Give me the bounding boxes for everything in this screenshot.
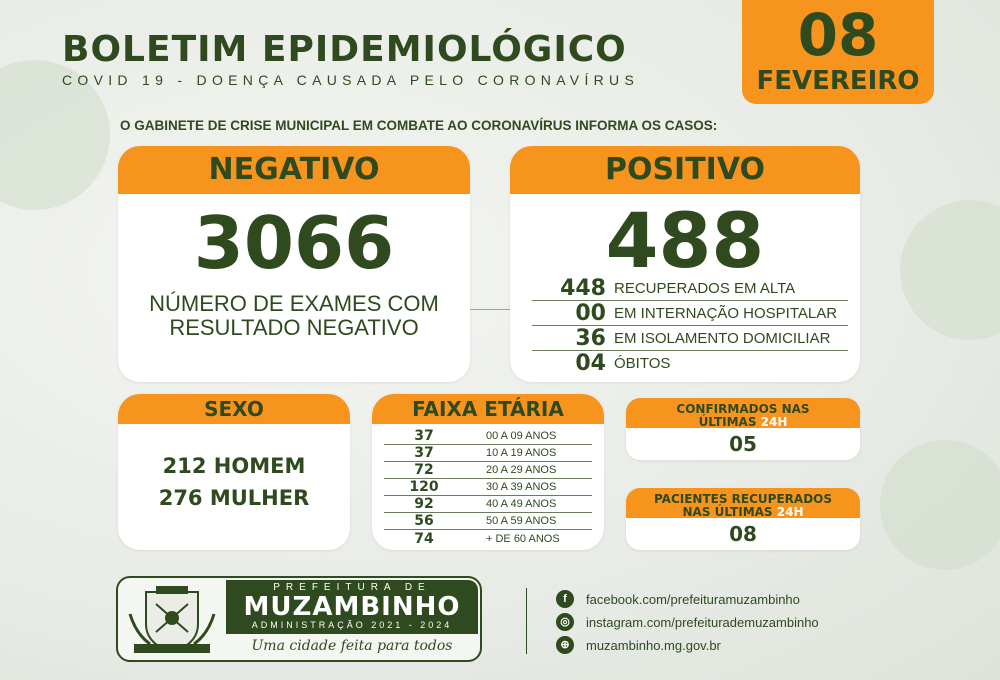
page-title: BOLETIM EPIDEMIOLÓGICO <box>62 29 627 70</box>
intro-text: O GABINETE DE CRISE MUNICIPAL EM COMBATE AO CORONAVÍRUS INFORMA OS CASOS: <box>120 118 718 133</box>
social-website[interactable] <box>556 634 819 656</box>
breakdown-label: EM INTERNAÇÃO HOSPITALAR <box>614 304 838 322</box>
age-label: 10 A 19 ANOS <box>486 447 557 459</box>
list-item <box>532 276 848 301</box>
breakdown-value: 36 <box>575 325 606 351</box>
social-links <box>556 588 819 657</box>
table-row <box>384 462 592 479</box>
confirmed-title-highlight: 24H <box>760 415 788 429</box>
page-subtitle: COVID 19 - DOENÇA CAUSADA PELO CORONAVÍRUS <box>62 72 640 88</box>
breakdown-label: RECUPERADOS EM ALTA <box>614 279 796 297</box>
recovered-24h-title <box>626 488 860 518</box>
sex-title: SEXO <box>118 394 350 424</box>
table-row <box>384 428 592 445</box>
negative-title: NEGATIVO <box>118 146 470 194</box>
negative-desc-line1: NÚMERO DE EXAMES COM <box>149 291 439 316</box>
confirmed-24h-card <box>626 398 860 460</box>
administration-label: ADMINISTRAÇÃO 2021 - 2024 <box>251 620 453 630</box>
age-range-title: FAIXA ETÁRIA <box>372 394 604 424</box>
website-link[interactable]: muzambinho.mg.gov.br <box>586 637 721 653</box>
confirmed-title-prefix: ÚLTIMAS <box>698 415 761 429</box>
positive-title: POSITIVO <box>510 146 860 194</box>
recovered-title-line1: PACIENTES RECUPERADOS <box>653 492 832 506</box>
municipal-logo <box>116 576 482 662</box>
breakdown-label: ÓBITOS <box>614 355 671 372</box>
prefeitura-label: PREFEITURA DE <box>273 582 431 593</box>
list-item <box>532 351 848 376</box>
positive-value: 488 <box>605 196 765 285</box>
recovered-title-highlight: 24H <box>776 505 804 519</box>
divider <box>526 588 527 654</box>
list-item <box>532 301 848 326</box>
negative-card <box>118 146 470 382</box>
age-count: 56 <box>414 513 434 529</box>
age-range-card <box>372 394 604 550</box>
facebook-link[interactable]: facebook.com/prefeituramuzambinho <box>586 591 800 607</box>
age-count: 72 <box>414 462 434 478</box>
age-label: 40 A 49 ANOS <box>486 498 557 510</box>
confirmed-24h-title <box>626 398 860 428</box>
age-label: + DE 60 ANOS <box>486 532 560 545</box>
male-count: 212 HOMEM <box>162 454 306 478</box>
connector-line <box>470 309 510 310</box>
recovered-24h-card <box>626 488 860 550</box>
table-row <box>384 513 592 530</box>
header <box>62 30 722 88</box>
recovered-title-line2 <box>626 506 860 519</box>
municipality-banner <box>226 580 478 634</box>
confirmed-title-line2 <box>626 416 860 429</box>
municipality-name: MUZAMBINHO <box>243 592 461 622</box>
confirmed-title-line1: CONFIRMADOS NAS <box>676 402 810 416</box>
tagline: Uma cidade feita para todos <box>251 638 453 654</box>
age-label: 20 A 29 ANOS <box>486 464 557 476</box>
female-count: 276 MULHER <box>158 486 310 510</box>
breakdown-value: 448 <box>560 275 606 301</box>
instagram-link[interactable]: instagram.com/prefeiturademuzambinho <box>586 614 819 630</box>
age-label: 30 A 39 ANOS <box>486 481 557 493</box>
table-row <box>384 496 592 513</box>
negative-value: 3066 <box>193 201 395 285</box>
recovered-title-prefix: NAS ÚLTIMAS <box>682 505 777 519</box>
positive-breakdown <box>532 276 848 376</box>
negative-description <box>118 292 470 340</box>
list-item <box>532 326 848 351</box>
negative-desc-line2: RESULTADO NEGATIVO <box>169 315 419 340</box>
coat-of-arms-icon <box>126 584 218 656</box>
table-row <box>384 479 592 496</box>
date-month: FEVEREIRO <box>756 66 920 96</box>
table-row <box>384 445 592 462</box>
date-badge <box>742 0 934 104</box>
recovered-24h-value: 08 <box>729 522 757 546</box>
breakdown-label: EM ISOLAMENTO DOMICILIAR <box>614 329 831 347</box>
breakdown-value: 04 <box>575 351 606 376</box>
globe-icon: ⊕ <box>556 636 574 654</box>
age-count: 37 <box>414 428 434 444</box>
age-count: 120 <box>409 479 439 495</box>
age-label: 00 A 09 ANOS <box>486 430 557 442</box>
virus-decoration <box>900 200 1000 340</box>
age-count: 74 <box>414 530 434 547</box>
virus-decoration <box>880 440 1000 570</box>
facebook-icon: f <box>556 590 574 608</box>
social-instagram[interactable] <box>556 611 819 633</box>
instagram-icon: ◎ <box>556 613 574 631</box>
age-count: 37 <box>414 445 434 461</box>
date-day: 08 <box>797 1 879 69</box>
age-range-table <box>384 428 592 547</box>
confirmed-24h-value: 05 <box>729 432 757 456</box>
breakdown-value: 00 <box>575 300 606 326</box>
age-count: 92 <box>414 496 434 512</box>
social-facebook[interactable] <box>556 588 819 610</box>
positive-card <box>510 146 860 382</box>
table-row <box>384 530 592 547</box>
sex-card <box>118 394 350 550</box>
age-label: 50 A 59 ANOS <box>486 515 557 527</box>
